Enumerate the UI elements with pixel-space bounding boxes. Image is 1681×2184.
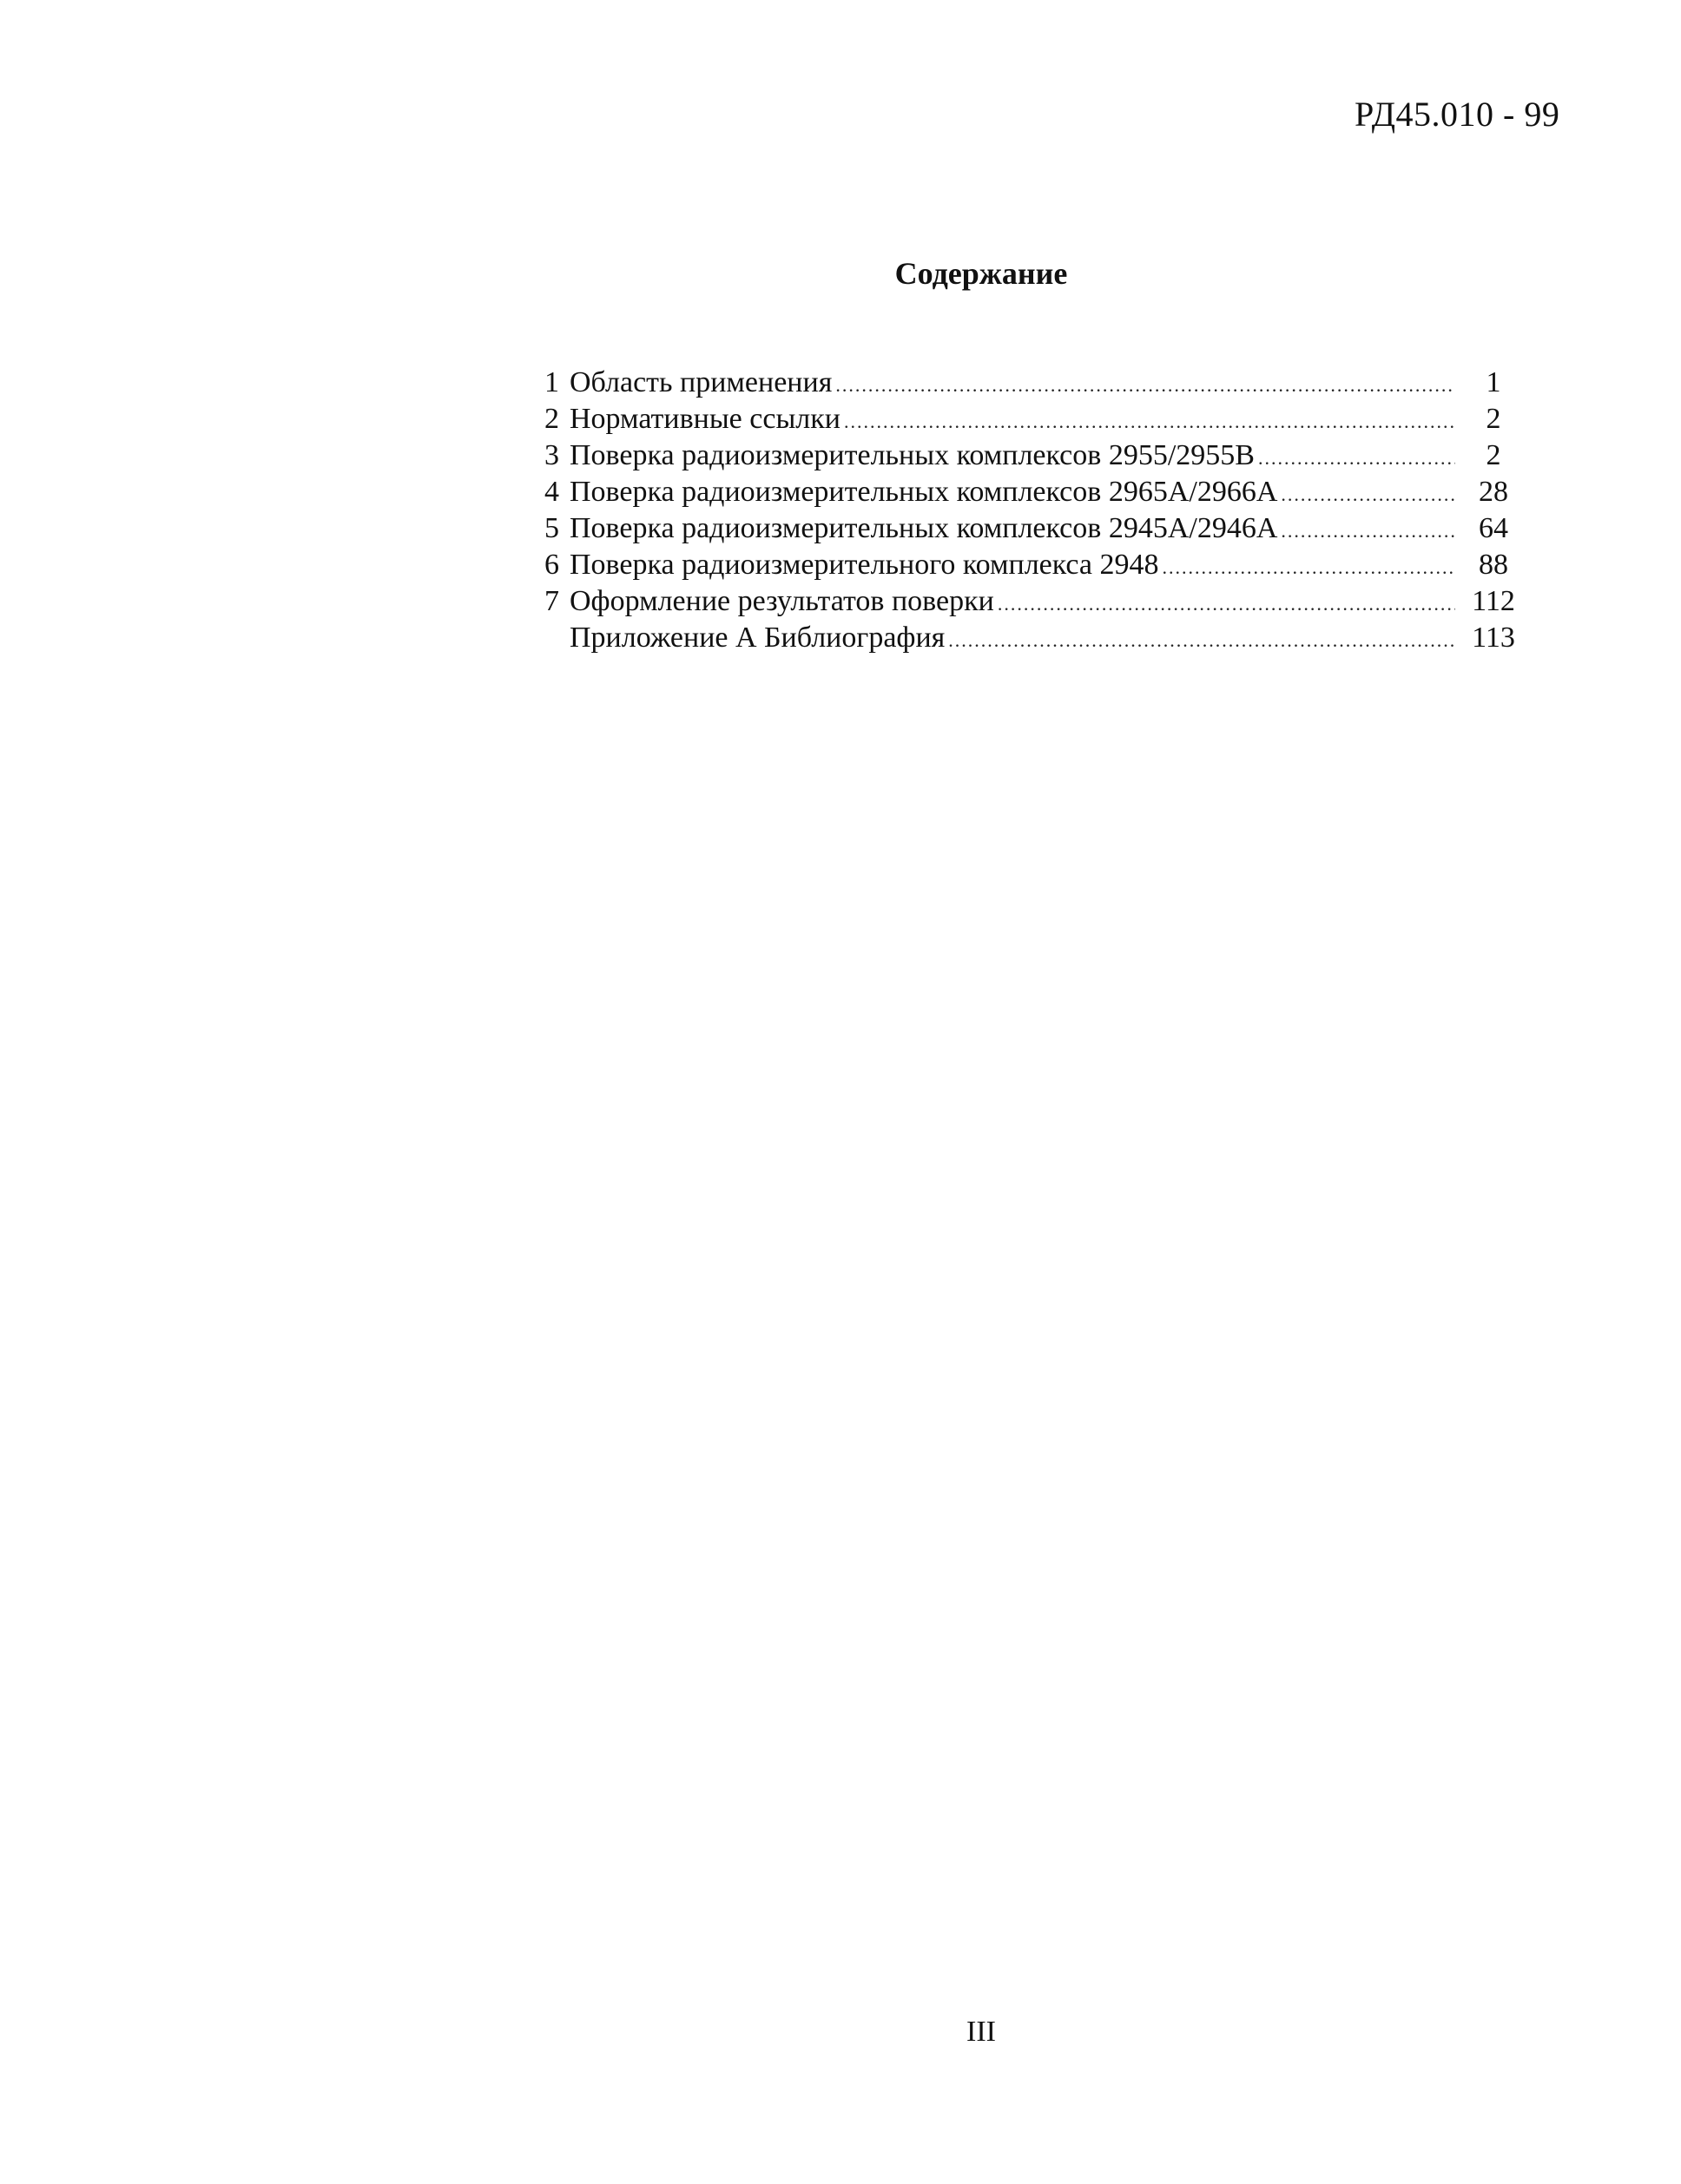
toc-dot-leader xyxy=(835,367,1455,404)
toc-dot-leader xyxy=(948,622,1455,659)
toc-dot-leader xyxy=(1258,440,1455,477)
document-code: РД45.010 - 99 xyxy=(1355,95,1560,134)
toc-entry-title: Поверка радиоизмерительных комплексов 2965А/2966А xyxy=(570,476,1278,508)
toc-entry xyxy=(521,474,1528,510)
toc-entry-number: 5 xyxy=(544,512,559,544)
toc-entry-page: 28 xyxy=(1479,476,1508,508)
toc-entry-title: Поверка радиоизмерительных комплексов 2945А/2946А xyxy=(570,512,1278,544)
toc-entry xyxy=(521,583,1528,620)
toc-entry xyxy=(521,437,1528,474)
toc-entry-page: 1 xyxy=(1486,366,1501,398)
toc-entry-title: Оформление результатов поверки xyxy=(570,585,994,617)
toc-entry xyxy=(521,401,1528,437)
toc-entry-title: Область применения xyxy=(570,366,833,398)
toc-dot-leader xyxy=(998,586,1455,622)
toc-dot-leader xyxy=(1281,513,1455,549)
toc-entry-number: 7 xyxy=(544,585,559,617)
toc-entry-number: 6 xyxy=(544,549,559,581)
toc-entry-appendix xyxy=(521,620,1528,656)
toc-entry-page: 2 xyxy=(1486,403,1501,435)
toc-entry-number: 4 xyxy=(544,476,559,508)
toc-entry xyxy=(521,510,1528,547)
toc-entry xyxy=(521,547,1528,583)
toc-entry-title: Поверка радиоизмерительного комплекса 2948 xyxy=(570,549,1159,581)
page-number: III xyxy=(966,2016,996,2048)
toc-entry-title: Нормативные ссылки xyxy=(570,403,840,435)
toc-entry-number: 3 xyxy=(544,439,559,471)
toc-entry xyxy=(521,365,1528,401)
toc-entry-number: 1 xyxy=(544,366,559,398)
table-of-contents xyxy=(521,365,1528,656)
toc-entry-title: Приложение А Библиография xyxy=(570,622,946,654)
toc-entry-number: 2 xyxy=(544,403,559,435)
toc-title: Содержание xyxy=(894,256,1068,291)
toc-dot-leader xyxy=(1163,549,1455,586)
toc-entry-page: 2 xyxy=(1486,439,1501,471)
toc-entry-page: 88 xyxy=(1479,549,1508,581)
toc-entry-page: 64 xyxy=(1479,512,1508,544)
toc-entry-title: Поверка радиоизмерительных комплексов 2955/2955В xyxy=(570,439,1255,471)
toc-dot-leader xyxy=(1281,477,1455,513)
toc-entry-page: 113 xyxy=(1472,622,1515,654)
toc-dot-leader xyxy=(844,404,1455,440)
toc-entry-page: 112 xyxy=(1472,585,1515,617)
